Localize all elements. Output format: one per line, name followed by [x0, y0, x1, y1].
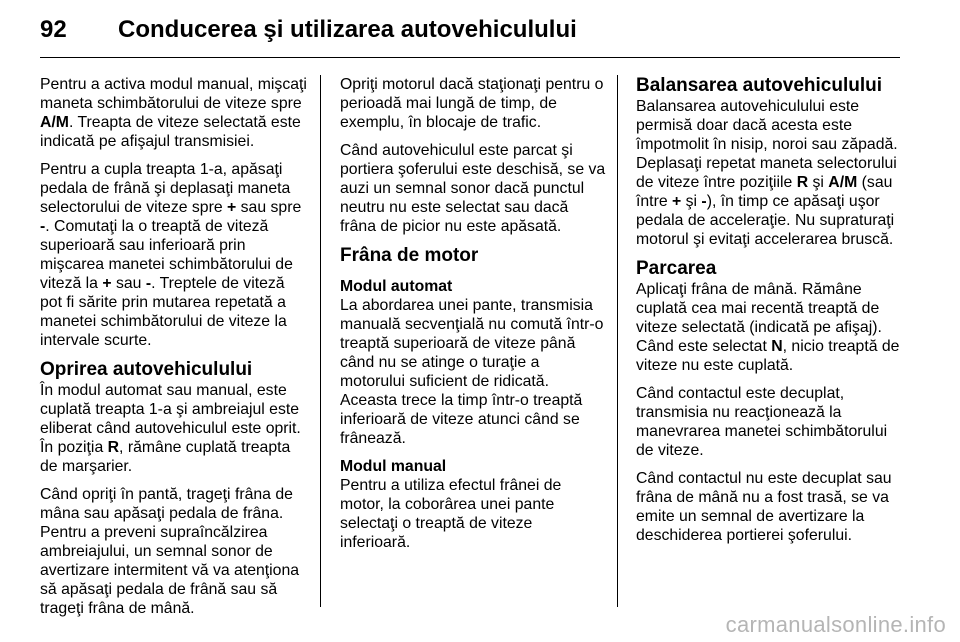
- paragraph-activate-manual: Pentru a activa modul manual, mişcaţi maneta schimbătorului de viteze spre A/M. Treapta de viteze selectată este indicată pe afişajul transmisiei.: [40, 76, 307, 150]
- column-divider-1: [320, 75, 321, 607]
- column-1: [40, 75, 308, 627]
- header-divider: [40, 57, 900, 58]
- column-divider-2: [617, 75, 618, 607]
- paragraph-slope-warning: Când opriţi în pantă, trageţi frâna de mâna sau apăsaţi pedala de frâna. Pentru a preveni supraîncălzirea ambreiajului, un semnal sonor de avertizare intermitent vă va atenţiona să apăsaţi pedala de frână sau să trageţi frâna de mână.: [40, 486, 300, 617]
- column-3: [636, 75, 908, 554]
- paragraph-parking: Aplicaţi frâna de mână. Rămâne cuplată cea mai recentă treaptă de viteze selectată (indicată pe afişaj). Când este selectat N, nicio treaptă de viteze nu este cuplată.: [636, 281, 900, 374]
- subheading-automatic-mode: Modul automat: [340, 278, 453, 295]
- heading-rocking: Balansarea autovehiculului: [636, 75, 883, 96]
- paragraph-door-open-warning: Când autovehiculul este parcat şi portiera şoferului este deschisă, se va auzi un semnal sonor dacă punctul neutru nu este selectat sau dacă frâna de picior nu este apăsată.: [340, 142, 606, 235]
- paragraph-ignition-off: Când contactul este decuplat, transmisia nu reacţionează la manevrarea manetei schimbătorului de viteze.: [636, 385, 888, 459]
- subheading-manual-mode: Modul manual: [340, 458, 447, 475]
- page-number: 92: [40, 16, 67, 43]
- paragraph-shift-gears: Pentru a cupla treapta 1-a, apăsaţi pedala de frână şi deplasaţi maneta selectorului de viteze spre + sau spre -. Comutaţi la o treaptă de viteză superioară sau inferioară prin mişcarea manetei schimbătorului de viteză la + sau -. Treptele de viteză pot fi sărite prin mutarea repetată a manetei schimbătorului de viteze la intervale scurte.: [40, 161, 302, 349]
- paragraph-door-warning: Când contactul nu este decuplat sau frâna de mână nu a fost trasă, se va emite un semnal de avertizare la deschiderea portierei şoferului.: [636, 470, 892, 544]
- heading-parking: Parcarea: [636, 258, 717, 279]
- paragraph-manual-mode: Pentru a utiliza efectul frânei de motor, la coborârea unei pante selectaţi o treaptă de viteze inferioară.: [340, 477, 562, 551]
- paragraph-rocking: Balansarea autovehiculului este permisă doar dacă acesta este împotmolit în nisip, noroi sau zăpadă. Deplasaţi repetat maneta selectorului de viteze între poziţiile R şi A/M (sau între + şi -), în timp ce apăsaţi uşor pedala de acceleraţie. Nu supraturaţi motorul şi evitaţi accelerarea bruscă.: [636, 98, 898, 248]
- page-header: [0, 0, 960, 58]
- paragraph-stop-engine: Opriţi motorul dacă staţionaţi pentru o perioadă mai lungă de timp, de exemplu, în blocaje de trafic.: [340, 76, 604, 131]
- paragraph-automatic-mode: La abordarea unei pante, transmisia manuală secvenţială nu comută într-o treaptă superioară de viteze până când nu se atinge o turaţie a motorului suficient de ridicată. Aceasta trece la timp într-o treaptă inferioară de viteze atunci când se frânează.: [340, 297, 604, 447]
- paragraph-stopping: În modul automat sau manual, este cuplată treapta 1-a şi ambreiajul este eliberat când autovehiculul este oprit. În poziţia R, rămâne cuplată treapta de marşarier.: [40, 382, 301, 475]
- heading-stopping: Oprirea autovehiculului: [40, 359, 253, 380]
- heading-engine-brake: Frâna de motor: [340, 245, 479, 266]
- column-2: [340, 75, 606, 561]
- watermark: carmanualsonline.info: [725, 612, 946, 637]
- page-title: Conducerea şi utilizarea autovehiculului: [118, 16, 577, 43]
